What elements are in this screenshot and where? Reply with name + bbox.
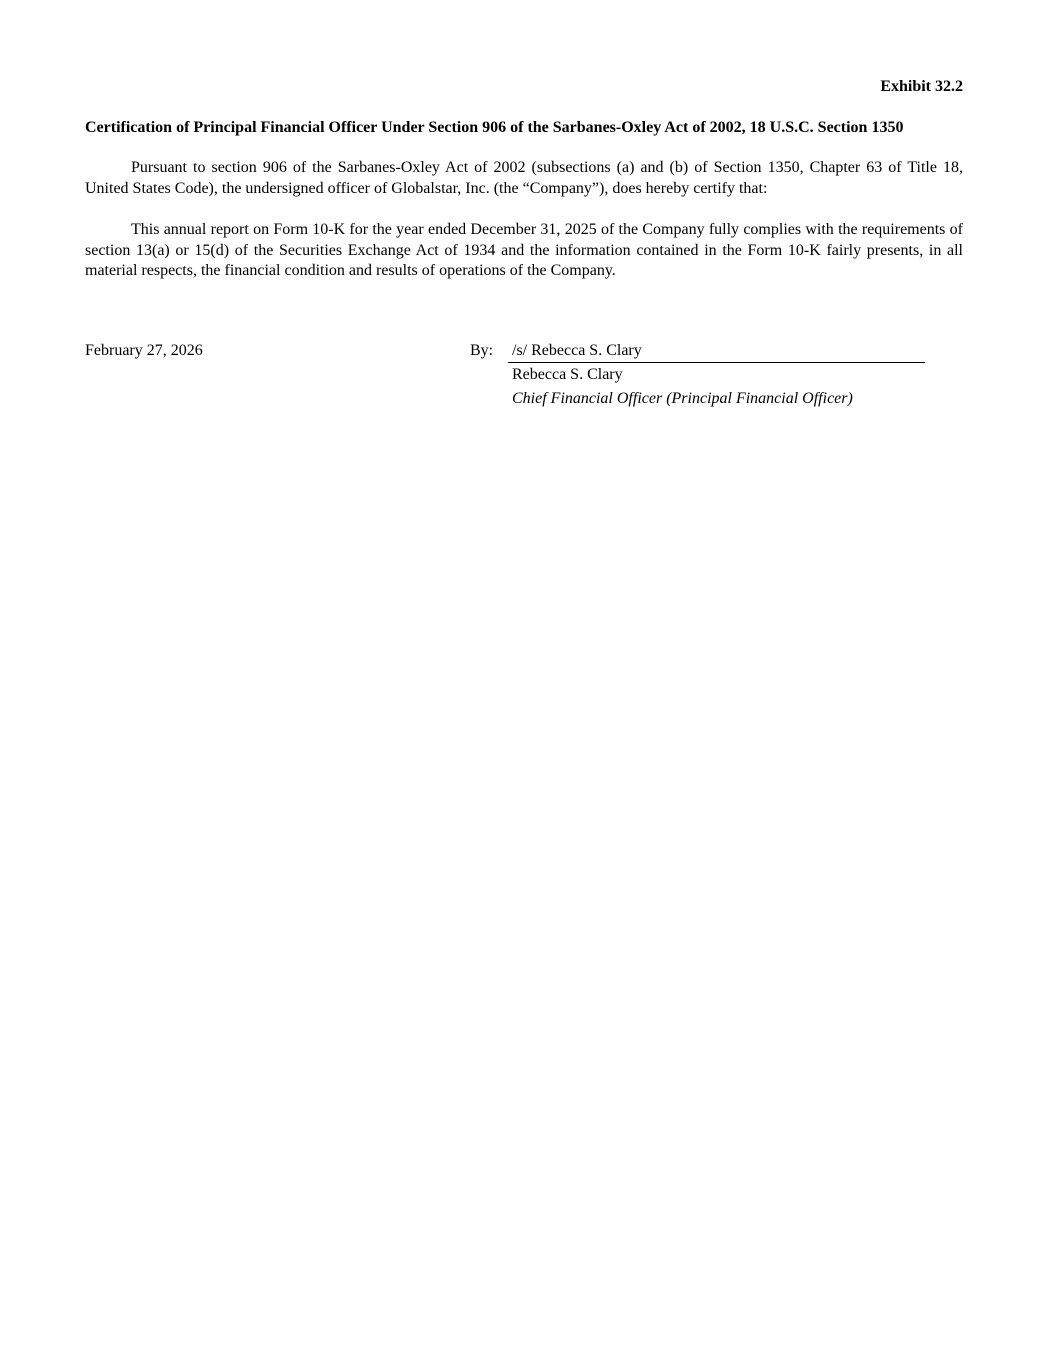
document-title: Certification of Principal Financial Officer Under Section 906 of the Sarbanes-Oxley Act of 2002, 18 U.S.C. Section 1350 — [85, 119, 904, 136]
signer-title: Chief Financial Officer (Principal Financial Officer) — [512, 390, 853, 407]
signature-date: February 27, 2026 — [85, 342, 203, 359]
exhibit-label: Exhibit 32.2 — [880, 78, 963, 95]
by-label: By: — [470, 342, 494, 359]
certification-intro-paragraph: Pursuant to section 906 of the Sarbanes-Oxley Act of 2002 (subsections (a) and (b) of Section 1350, Chapter 63 of Title 18, United States Code), the undersigned officer of Globalstar, Inc. (the “Company”), does hereby certify that: — [85, 159, 963, 197]
signer-name: Rebecca S. Clary — [512, 366, 623, 383]
certification-statement-paragraph: This annual report on Form 10-K for the year ended December 31, 2025 of the Company fully complies with the requirements of section 13(a) or 15(d) of the Securities Exchange Act of 1934 and the information contained in the Form 10-K fairly presents, in all material respects, the financial condition and results of operations of the Company. — [85, 221, 963, 279]
signature-line: /s/ Rebecca S. Clary — [508, 341, 925, 363]
